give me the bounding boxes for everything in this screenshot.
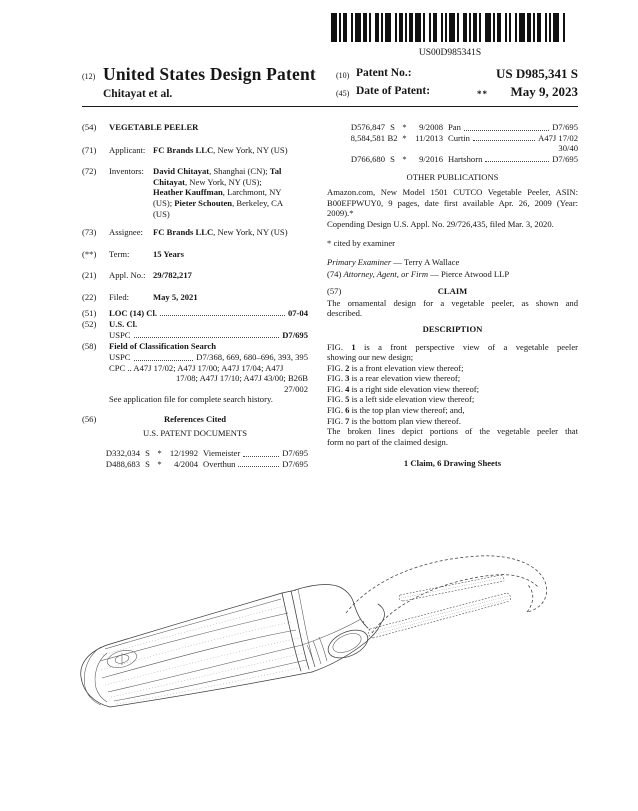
applicant-label: Applicant: xyxy=(109,144,146,155)
search-uspc-label: USPC xyxy=(109,351,131,362)
inid-73: (73) xyxy=(82,227,97,238)
patent-reference-row xyxy=(82,448,308,459)
claim-title: CLAIM xyxy=(437,286,468,297)
ref-kind: S xyxy=(390,153,395,164)
patent-no-label: Patent No.: xyxy=(356,67,412,79)
publication-line: B00EFPWUY0, 9 pages, date first available Apr. 26, 2009 (Year: xyxy=(327,197,578,208)
vegetable-peeler-drawing xyxy=(55,533,585,801)
ref-name: Overthun xyxy=(203,458,236,469)
section-52-uspc xyxy=(82,330,308,341)
ref-class: D7/695 xyxy=(552,122,578,132)
assignee-value: FC Brands LLC, New York, NY (US) xyxy=(153,227,288,238)
inid-54: (54) xyxy=(82,122,97,132)
ref-date: 9/2016 xyxy=(419,153,443,164)
assignee-label: Assignee: xyxy=(109,227,143,238)
ref-name: Curtin xyxy=(448,132,470,143)
ref-date: 12/1992 xyxy=(169,448,198,459)
ref-class: D7/695 xyxy=(282,448,308,459)
section-58-uspc xyxy=(82,352,308,363)
description-line: FIG. 7 is the bottom plan view thereof. xyxy=(327,415,461,426)
description-line: FIG. 4 is a right side elevation view thereof; xyxy=(327,383,480,394)
ref-date: 9/2008 xyxy=(419,122,443,132)
ref-star: * xyxy=(157,458,162,469)
search-uspc-value: D7/368, 669, 680–696, 393, 395 xyxy=(196,351,308,362)
uscl-title: U.S. Cl. xyxy=(109,319,138,330)
description-title: DESCRIPTION xyxy=(422,323,483,334)
ref-kind: S xyxy=(145,448,150,459)
term-extension-marker: ** xyxy=(477,89,488,99)
claim-line: described. xyxy=(327,308,363,319)
patent-reference-row xyxy=(327,122,578,133)
invention-title: VEGETABLE PEELER xyxy=(109,122,199,132)
inventors-line: Heather Kauffman, Larchmont, NY xyxy=(153,187,282,198)
patent-reference-row xyxy=(82,459,308,470)
us-patent-documents-title: U.S. PATENT DOCUMENTS xyxy=(142,428,248,439)
patent-reference-row xyxy=(327,133,578,144)
patent-date: May 9, 2023 xyxy=(510,84,578,99)
appl-no-label: Appl. No.: xyxy=(109,270,146,281)
uspc-label: USPC xyxy=(109,329,131,340)
section-56-heading xyxy=(82,414,308,425)
search-cpc-line: CPC .. A47J 17/02; A47J 17/00; A47J 17/04; A47J xyxy=(109,362,284,373)
section-58-cpc-line2: 17/08; A47J 17/10; A47J 43/00; B26B xyxy=(175,373,308,384)
inid-58: (58) xyxy=(82,341,97,352)
dot-leader xyxy=(160,315,285,316)
inid-10: (10) xyxy=(336,71,350,80)
loc-label: LOC (14) Cl. xyxy=(109,307,157,318)
publication-line: Copending Design U.S. Appl. No. 29/726,435, filed Mar. 3, 2020. xyxy=(327,218,554,229)
section-term xyxy=(82,249,308,260)
inid-21: (21) xyxy=(82,270,97,281)
description-line: FIG. 6 is the top plan view thereof; and, xyxy=(327,405,465,416)
claims-sheets-note: 1 Claim, 6 Drawing Sheets xyxy=(403,458,502,469)
cited-by-examiner-note: * cited by examiner xyxy=(327,238,396,249)
publication-line: 2009).* xyxy=(327,208,354,219)
ref-number: D332,034 xyxy=(105,448,140,459)
dot-leader xyxy=(464,130,549,131)
description-line: The broken lines depict portions of the vegetable peeler that xyxy=(327,426,578,437)
dot-leader xyxy=(485,161,549,162)
primary-examiner-line: Primary Examiner — Terry A Wallace xyxy=(327,256,460,267)
loc-value: 07-04 xyxy=(287,307,308,318)
inid-51: (51) xyxy=(82,307,97,318)
term-value: 15 Years xyxy=(153,248,184,259)
ref-number: D766,680 xyxy=(350,153,385,164)
patent-reference-row xyxy=(327,154,578,165)
inid-72: (72) xyxy=(82,166,97,177)
inventors-value xyxy=(153,166,308,219)
ref-class: D7/695 xyxy=(552,153,578,164)
first-named-inventor: Chitayat et al. xyxy=(103,88,173,100)
ref-class: A47J 17/02 xyxy=(538,132,578,143)
description-line: FIG. 1 is a front perspective view of a vegetable peeler xyxy=(327,341,578,352)
section-58-cpc-line1 xyxy=(82,363,308,374)
description-line: FIG. 5 is a left side elevation view thereof; xyxy=(327,394,475,405)
filed-label: Filed: xyxy=(109,291,130,302)
claim-heading xyxy=(327,286,578,297)
ref-class: D7/695 xyxy=(282,458,308,469)
dot-leader xyxy=(238,466,279,467)
applicant-value: FC Brands LLC, New York, NY (US) xyxy=(153,144,288,155)
ref-number: D576,847 xyxy=(350,122,385,132)
section-73-assignee xyxy=(82,227,308,238)
filed-value: May 5, 2021 xyxy=(153,291,198,302)
field-of-search-title: Field of Classification Search xyxy=(109,341,217,352)
references-cited-title: References Cited xyxy=(163,413,227,424)
patent-number: US D985,341 S xyxy=(496,66,578,81)
description-line: FIG. 3 is a rear elevation view thereof; xyxy=(327,373,461,384)
ref-name: Viemeister xyxy=(203,448,241,459)
section-22-filed xyxy=(82,292,308,303)
appl-no-value: 29/782,217 xyxy=(153,270,192,281)
dot-leader xyxy=(243,456,279,457)
inid-57: (57) xyxy=(327,286,342,297)
section-71-applicant xyxy=(82,145,308,156)
inventors-line: Chitayat, New York, NY (US); xyxy=(153,176,262,187)
section-58-cpc-line3: 27/002 xyxy=(284,383,308,394)
ref-kind: S xyxy=(145,458,150,469)
barcode xyxy=(331,13,569,58)
dot-leader xyxy=(473,140,535,141)
inid-56: (56) xyxy=(82,413,97,424)
description-line: FIG. 2 is a front elevation view thereof; xyxy=(327,362,464,373)
ref-name: Hartshorn xyxy=(448,153,483,164)
section-72-inventors xyxy=(82,166,308,219)
section-54-title xyxy=(82,122,308,133)
inventors-line: David Chitayat, Shanghai (CN); Tal xyxy=(153,166,282,177)
inid-71: (71) xyxy=(82,144,97,155)
document-kind-title: United States Design Patent xyxy=(103,64,316,84)
inid-22: (22) xyxy=(82,291,97,302)
date-of-patent-label: Date of Patent: xyxy=(356,85,431,97)
left-column xyxy=(82,122,308,469)
ref-kind: B2 xyxy=(387,132,398,143)
description-line: form no part of the claimed design. xyxy=(327,436,448,447)
masthead-divider xyxy=(82,106,578,107)
dot-leader xyxy=(134,360,194,361)
ref-name: Pan xyxy=(448,122,461,132)
uspc-value: D7/695 xyxy=(282,329,308,340)
inid-12: (12) xyxy=(82,72,96,81)
ref-star: * xyxy=(402,153,407,164)
inid-52: (52) xyxy=(82,319,97,330)
inventors-label: Inventors: xyxy=(109,166,144,177)
ref-date: 11/2013 xyxy=(415,132,443,143)
search-history-note: See application file for complete search history. xyxy=(109,394,273,405)
dot-leader xyxy=(134,337,280,338)
patent-figure xyxy=(55,533,585,801)
right-column xyxy=(327,122,578,469)
other-publications-title: OTHER PUBLICATIONS xyxy=(406,172,499,183)
section-52-uscl xyxy=(82,319,308,330)
section-51-loc xyxy=(82,308,308,319)
barcode-bars xyxy=(331,13,569,42)
ref-class-continuation: 30/40 xyxy=(558,143,578,154)
ref-date: 4/2004 xyxy=(174,458,198,469)
inid-45: (45) xyxy=(336,89,350,98)
barcode-number: US00D985341S xyxy=(418,48,482,58)
ref-kind: S xyxy=(390,122,395,132)
description-line: showing our new design; xyxy=(327,352,414,363)
inventors-line: (US) xyxy=(153,208,170,219)
section-58-note xyxy=(82,394,308,405)
inventors-line: (US); Pieter Schouten, Berkeley, CA xyxy=(153,197,284,208)
ref-star: * xyxy=(402,122,407,132)
attorney-line: (74) Attorney, Agent, or Firm — Pierce Atwood LLP xyxy=(327,268,510,279)
section-21-appl-no xyxy=(82,270,308,281)
ref-star: * xyxy=(157,448,162,459)
inid-term: (**) xyxy=(82,248,97,259)
ref-number: 8,584,581 xyxy=(350,132,385,143)
ref-number: D488,683 xyxy=(105,458,140,469)
section-58-title xyxy=(82,341,308,352)
term-label: Term: xyxy=(109,248,130,259)
claim-line: The ornamental design for a vegetable peeler, as shown and xyxy=(327,297,578,308)
ref-star: * xyxy=(402,132,407,143)
publication-line: Amazon.com, New Model 1501 CUTCO Vegetable Peeler, ASIN: xyxy=(327,186,578,197)
